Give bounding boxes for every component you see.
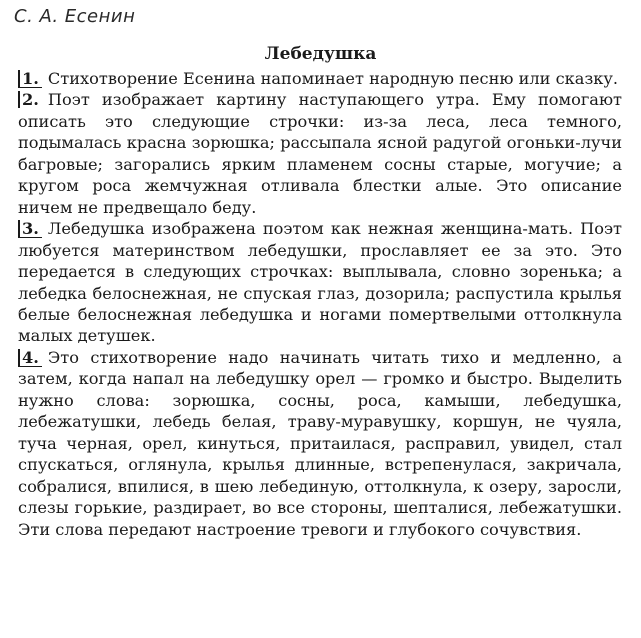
paragraph-text: Стихотворение Есенина напоминает народную песню или сказку.: [47, 69, 619, 88]
paragraph-text: Это стихотворение надо начинать читать тихо и медленно, а затем, когда напал на лебедушку орел — громко и быстро. Выделить нужно слова: зорюшка, сосны, роса, камыши, лебедушка, лебежатушки, лебедь белая, траву-муравушку, коршун, не чуяла, туча черная, орел, кинуться, притаилася, расправил, увидел, стал спускаться, оглянула, крылья длинные, встрепенулася, закричала, собралися, впилися, в шею лебединую, оттолкнула, к озеру, заросли, слезы горькие, раздирает, во все стороны, шепталися, лебежатушки. Эти слова передают настроение тревоги и глубокого сочувствия.: [18, 347, 622, 539]
paragraph-3: [18, 218, 622, 347]
paragraph-number: 4.: [18, 349, 42, 367]
page-title: Лебедушка: [264, 44, 377, 64]
paragraph-number: 1.: [18, 70, 42, 88]
paragraph-1: [18, 68, 622, 89]
answer-text: [18, 68, 622, 540]
paragraph-4: [18, 347, 622, 540]
paragraph-text: Лебедушка изображена поэтом как нежная женщина-мать. Поэт любуется материнством лебедушки, прославляет ее за это. Это передается в следующих строчках: выплывала, словно зоренька; а лебедка белоснежная, не спуская глаз, дозорила; распустила крылья белые белоснежная лебедушка и ногами помертвелыми оттолкнула малых детушек.: [18, 219, 622, 346]
paragraph-2: [18, 89, 622, 218]
paragraph-number: 2.: [18, 91, 42, 108]
paragraph-text: Поэт изображает картину наступающего утра. Ему помогают описать это следующие строчки: из-за леса, леса темного, подымалась красна зорюшка; рассыпала ясной радугой огоньки-лучи багровые; загорались ярким пламенем сосны старые, могучие; а кругом роса жемчужная отливала блестки алые. Это описание ничем не предвещало беду.: [18, 90, 622, 217]
author-name: С. А. Есенин: [14, 6, 136, 27]
paragraph-number: 3.: [18, 220, 42, 238]
